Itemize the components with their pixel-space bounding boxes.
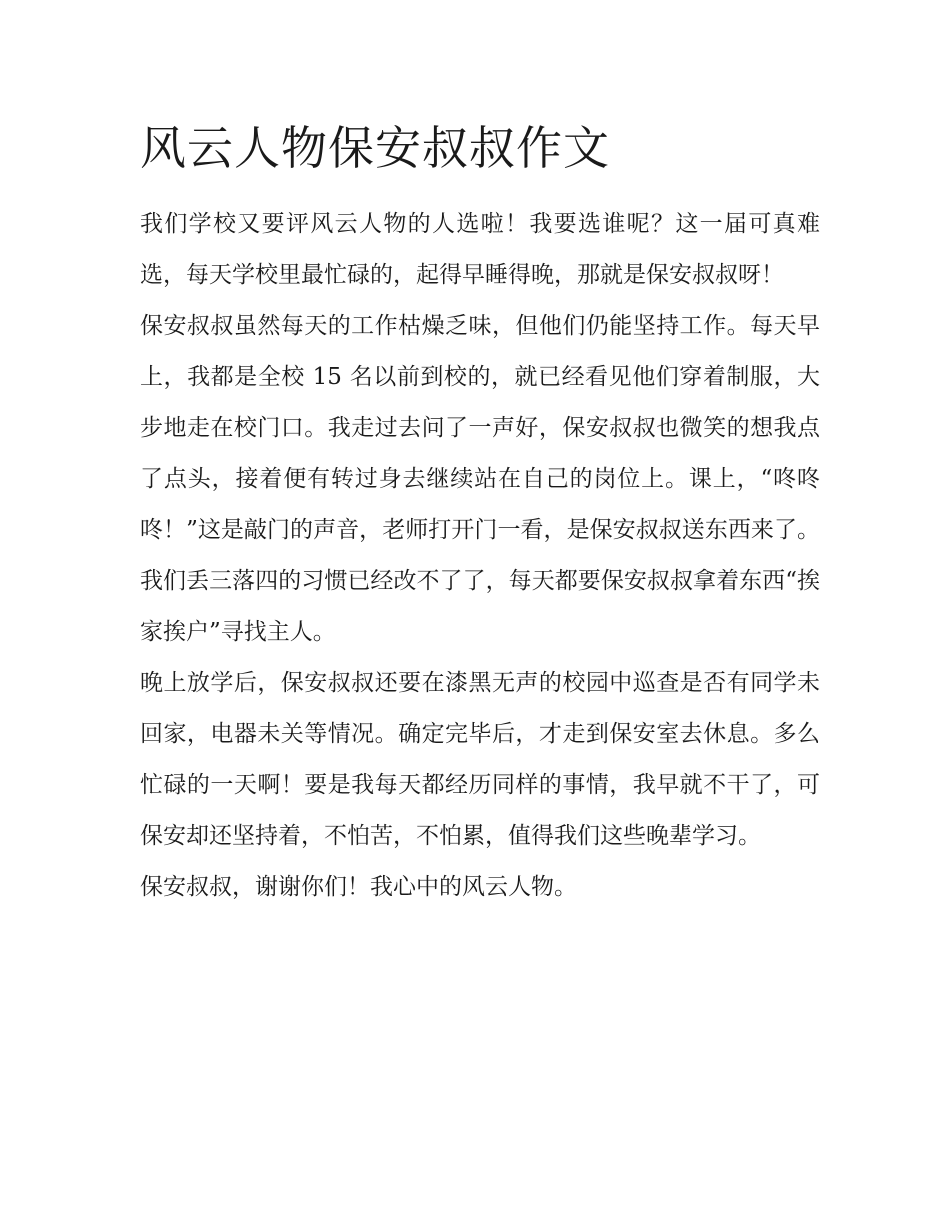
paragraph-2: 保安叔叔虽然每天的工作枯燥乏味，但他们仍能坚持工作。每天早上，我都是全校 15 名以前到校的，就已经看见他们穿着制服，大步地走在校门口。我走过去问了一声好，保安叔叔也微笑的想我点了点头，接着便有转过身去继续站在自己的岗位上。课上，“咚咚咚！”这是敲门的声音，老师打开门一看，是保安叔叔送东西来了。我们丢三落四的习惯已经改不了了，每天都要保安叔叔拿着东西“挨家挨户”寻找主人。 xyxy=(140,313,820,645)
paragraph-4: 保安叔叔，谢谢你们！我心中的风云人物。 xyxy=(140,874,577,900)
document-content xyxy=(140,117,820,913)
document-title: 风云人物保安叔叔作文 xyxy=(140,121,610,175)
paragraph-1: 我们学校又要评风云人物的人选啦！我要选谁呢？这一届可真难选，每天学校里最忙碌的，起得早睡得晚，那就是保安叔叔呀！ xyxy=(140,211,820,288)
document-body xyxy=(140,199,820,913)
paragraph-3: 晚上放学后，保安叔叔还要在漆黑无声的校园中巡查是否有同学未回家，电器未关等情况。确定完毕后，才走到保安室去休息。多么忙碌的一天啊！要是我每天都经历同样的事情，我早就不干了，可保安却还坚持着，不怕苦，不怕累，值得我们这些晚辈学习。 xyxy=(140,670,820,849)
